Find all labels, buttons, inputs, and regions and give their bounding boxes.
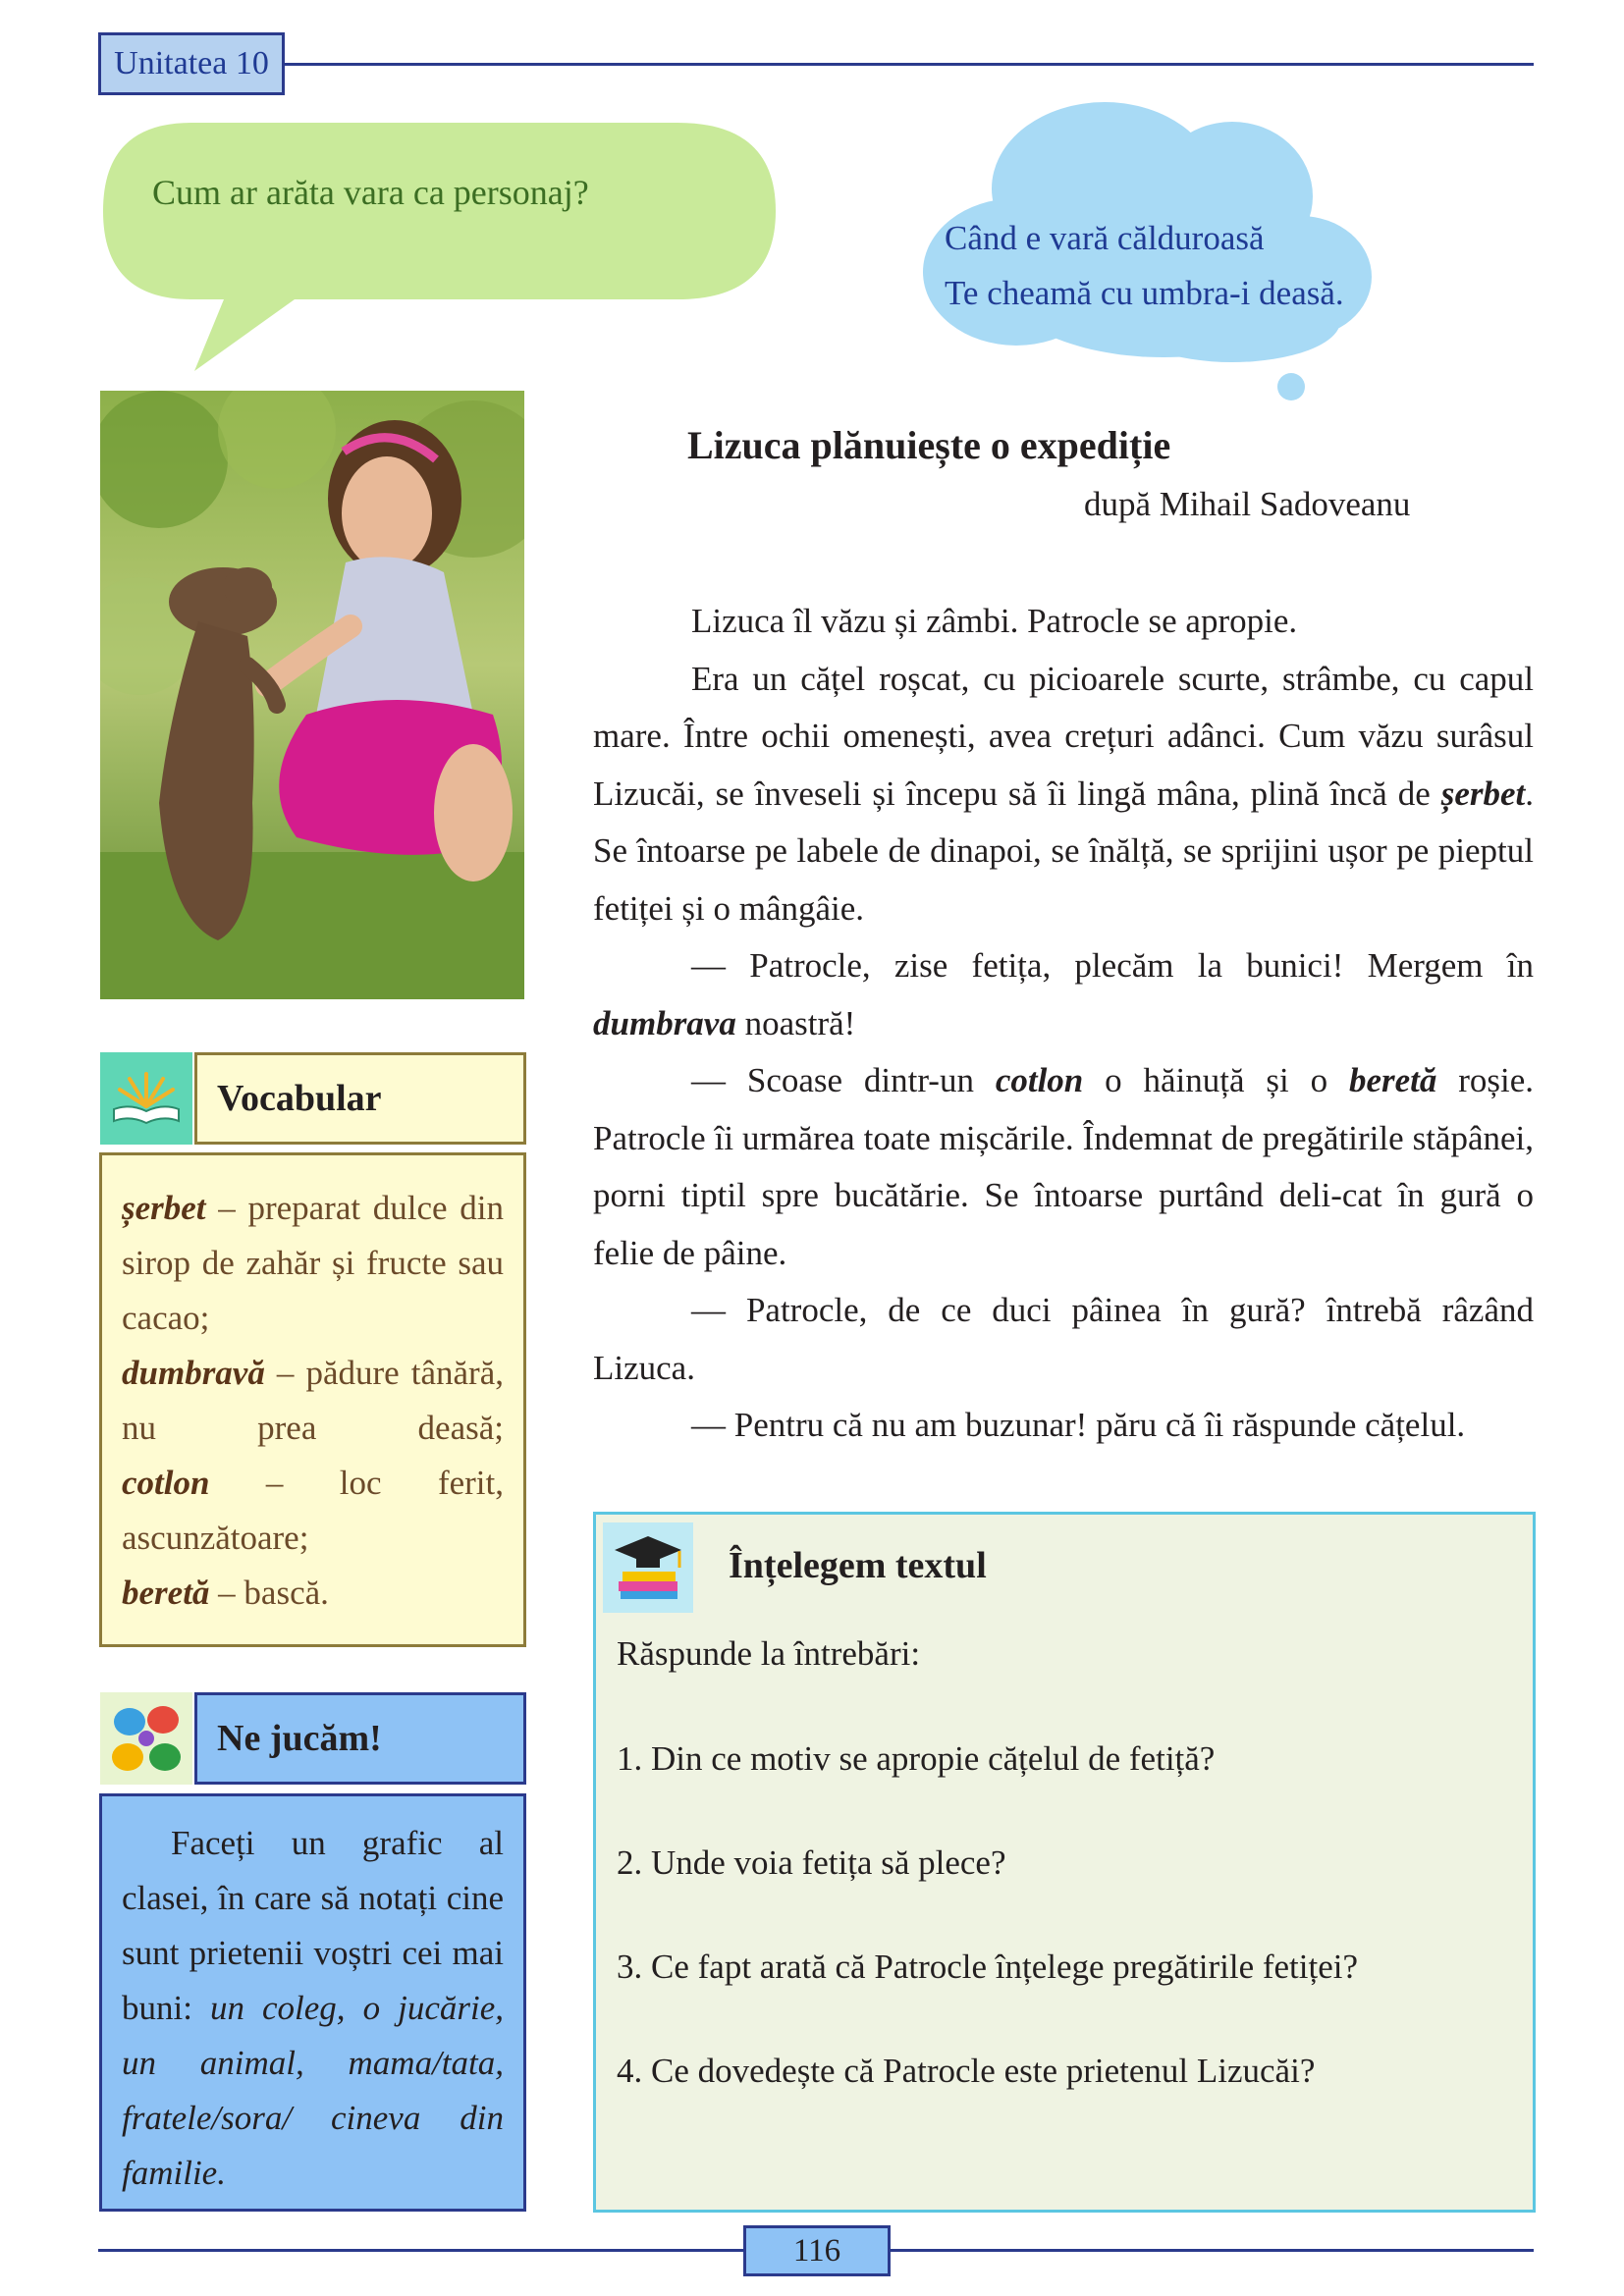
questions-instruction: Răspunde la întrebări:	[617, 1634, 921, 1673]
story-paragraph: Era un cățel roșcat, cu picioarele scurte, strâmbe, cu capul mare. Între ochii omenești, avea crețuri adânci. Cum văzu surâsul Lizucăi, se înveseli și începu să îi lingă mâna, plină încă de șerbet. Se întoarse pe labele de dinapoi, se înălță, se sprijini ușor pe pieptul fetiței și o mângâie.	[593, 659, 1534, 928]
footer-rule	[891, 2249, 1534, 2252]
questions-title: Înțelegem textul	[729, 1545, 987, 1586]
story-title: Lizuca plănuiește o expediție	[687, 423, 1171, 467]
story-paragraph: — Scoase dintr-un cotlon o hăinuță și o beretă roșie. Patrocle îi urmărea toate mișcările. Îndemnat de pregătirile stăpânei, porni tiptil spre bucătărie. Se întoarse purtând deli-cat în gură o felie de pâine.	[593, 1061, 1534, 1272]
vocab-entry: șerbet – preparat dulce din sirop de zahăr și fructe sau cacao;	[122, 1189, 504, 1337]
unit-label: Unitatea 10	[98, 32, 285, 95]
game-text: Faceți un grafic al clasei, în care să notați cine sunt prietenii voștri cei mai buni: un coleg, o jucărie, un animal, mama/tata, fratele/sora/ cineva din familie.	[122, 1824, 504, 2192]
game-box	[99, 1793, 526, 2212]
cloud-line-1: Când e vară călduroasă	[945, 219, 1265, 257]
question-item: 1. Din ce motiv se apropie cățelul de fetiță?	[617, 1739, 1216, 1778]
question-item: 2. Unde voia fetița să plece?	[617, 1843, 1006, 1882]
question-item: 3. Ce fapt arată că Patrocle înțelege pregătirile fetiței?	[617, 1948, 1359, 1986]
footer-rule	[98, 2249, 743, 2252]
story-paragraph: — Patrocle, zise fetița, plecăm la bunici! Mergem în dumbrava noastră!	[593, 946, 1534, 1042]
cloud-line-2: Te cheamă cu umbra-i deasă.	[945, 274, 1344, 312]
story-paragraph: — Patrocle, de ce duci pâinea în gură? întrebă râzând Lizuca.	[593, 1291, 1534, 1387]
question-item: 4. Ce dovedește că Patrocle este prietenul Lizucăi?	[617, 2052, 1316, 2090]
speech-bubble	[98, 118, 785, 378]
story-paragraph: — Pentru că nu am buzunar! păru că îi răspunde cățelul.	[691, 1406, 1466, 1444]
page-number: 116	[743, 2225, 891, 2276]
colorful-hands-icon	[100, 1692, 192, 1785]
vocab-entry: dumbravă – pădure tânără, nu prea deasă;	[122, 1354, 504, 1447]
vocabulary-box	[99, 1152, 526, 1647]
vocab-word: cotlon	[995, 1061, 1084, 1099]
speech-bubble-text: Cum ar arăta vara ca personaj?	[152, 173, 589, 212]
vocab-word: șerbet	[1440, 774, 1526, 813]
story-paragraph: Lizuca îl văzu și zâmbi. Patrocle se apropie.	[691, 602, 1298, 640]
vocab-word: dumbrava	[593, 1003, 736, 1042]
story-author: după Mihail Sadoveanu	[1084, 485, 1411, 523]
vocab-entry: cotlon – loc ferit, ascunzătoare;	[122, 1464, 504, 1557]
vocabulary-title: Vocabular	[194, 1052, 526, 1145]
girl-with-dog-photo	[100, 391, 524, 999]
header-rule	[285, 63, 1534, 66]
story-text	[593, 593, 1534, 1455]
vocab-word: beretă	[1348, 1061, 1437, 1099]
graduation-cap-books-icon	[603, 1522, 693, 1613]
vocab-entry: beretă – bască.	[122, 1574, 329, 1612]
cloud-poem	[945, 211, 1344, 321]
open-book-icon	[100, 1052, 192, 1145]
game-title: Ne jucăm!	[194, 1692, 526, 1785]
